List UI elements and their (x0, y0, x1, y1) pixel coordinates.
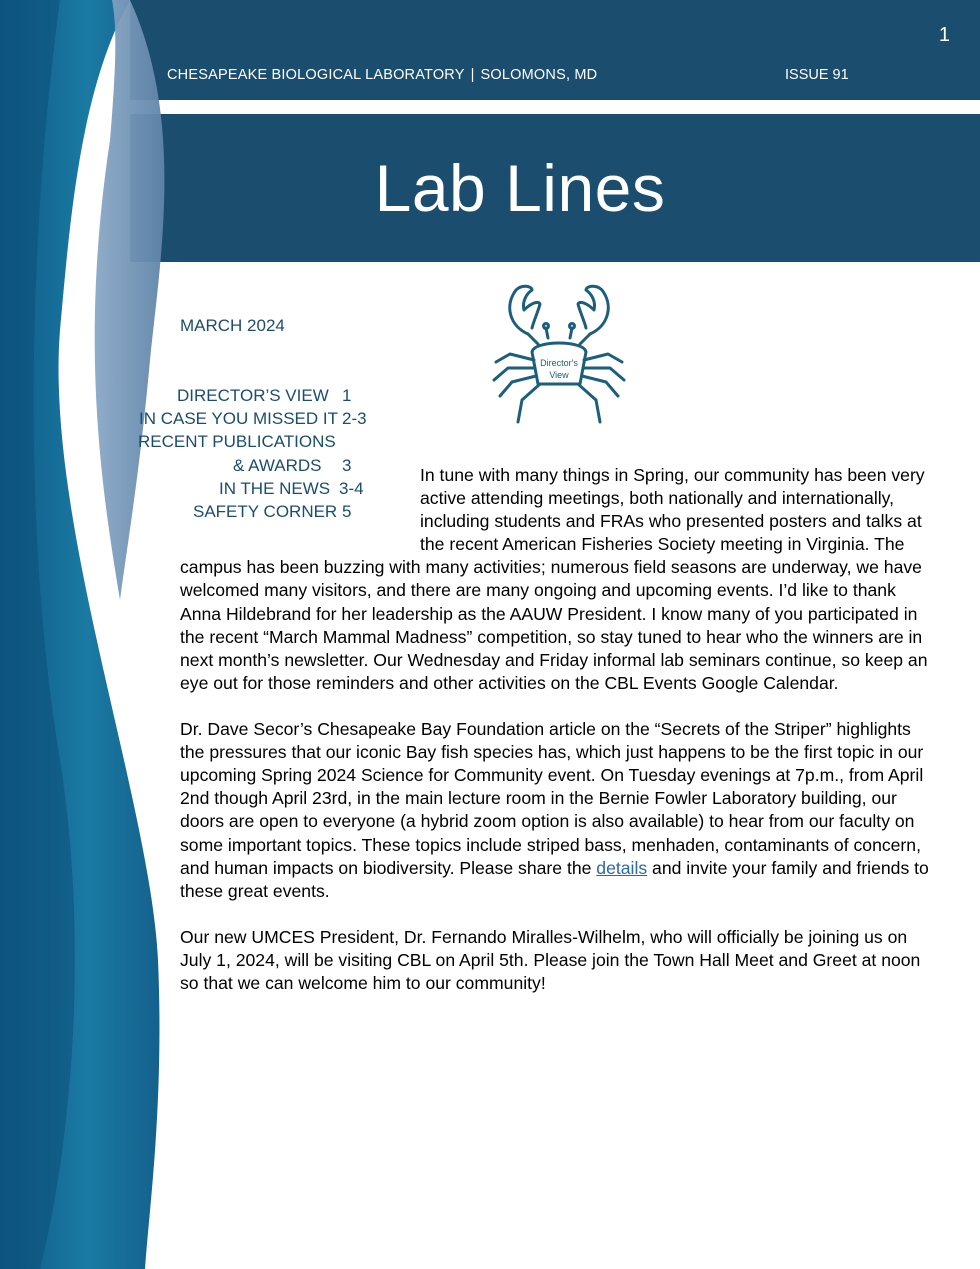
toc-item[interactable] (120, 407, 380, 430)
toc-item-title: SAFETY CORNER (193, 501, 338, 521)
organization-line (167, 67, 597, 83)
paragraph-text: and invite your family and friends to these great events. (180, 857, 929, 901)
toc-item-page: 1 (342, 386, 352, 405)
issue-number: ISSUE 91 (785, 67, 849, 83)
toc-item-page: 2-3 (342, 409, 367, 429)
location: SOLOMONS, MD (480, 67, 598, 83)
crab-label-line2: View (549, 370, 569, 380)
article-paragraph: Our new UMCES President, Dr. Fernando Miralles-Wilhelm, who will officially be joining us on July 1, 2024, will be visiting CBL on April 5th. Please join the Town Hall Meet and Greet at noon so that we can welcome him to our community! (180, 926, 921, 994)
toc-item-title: RECENT PUBLICATIONS (138, 432, 336, 452)
toc-item-title: & AWARDS (233, 455, 322, 475)
organization-separator: | (470, 67, 475, 83)
toc-item-page: 3 (342, 455, 352, 475)
newsletter-title: Lab Lines (374, 151, 666, 225)
crab-icon (488, 282, 630, 434)
article-paragraph (180, 718, 930, 903)
paragraph-text: Dr. Dave Secor’s Chesapeake Bay Foundation article on the “Secrets of the Striper” highlights the pressures that our iconic Bay fish species has, which just happens to be the first topic in our upcoming Spring 2024 Science for Community event. On Tuesday evenings at 7p.m., from April 2nd though April 23rd, in the main lecture room in the Bernie Fowler Laboratory building, our doors are open to everyone (a hybrid zoom option is also available) to hear from our faculty on some important topics. These topics include striped bass, menhaden, contaminants of concern, and human impacts on biodiversity. Please share the (180, 719, 924, 878)
toc-item[interactable] (120, 384, 380, 407)
toc-item-title: IN CASE YOU MISSED IT (139, 409, 339, 429)
crab-label-line1: Director's (540, 358, 578, 368)
details-link[interactable]: details (596, 857, 648, 878)
organization-name: CHESAPEAKE BIOLOGICAL LABORATORY (167, 67, 465, 83)
toc-item-page: 5 (342, 501, 352, 521)
toc-item[interactable] (120, 430, 380, 453)
issue-date: MARCH 2024 (180, 316, 285, 335)
header-divider (130, 100, 980, 114)
article-paragraph: In tune with many things in Spring, our community has been very active attending meetings, both nationally and internationally, including students and FRAs who presented posters and talks at the recent American Fisheries Society meeting in Virginia. The campus has been buzzing with many activities; numerous field seasons are underway, we have welcomed many visitors, and there are many ongoing and upcoming events. I’d like to thank Anna Hildebrand for her leadership as the AAUW President. I know many of you participated in the recent “March Mammal Madness” competition, so stay tuned to hear who the winners are in next month’s newsletter. Our Wednesday and Friday informal lab seminars continue, so keep an eye out for those reminders and other activities on the CBL Events Google Calendar. (180, 465, 928, 693)
directors-view-article (180, 464, 930, 1018)
header-band (130, 0, 980, 100)
toc-item-title: IN THE NEWS (219, 478, 331, 498)
toc-item-page: 3-4 (339, 478, 364, 498)
toc-item-title: DIRECTOR’S VIEW (177, 386, 329, 405)
page-number: 1 (938, 24, 950, 46)
